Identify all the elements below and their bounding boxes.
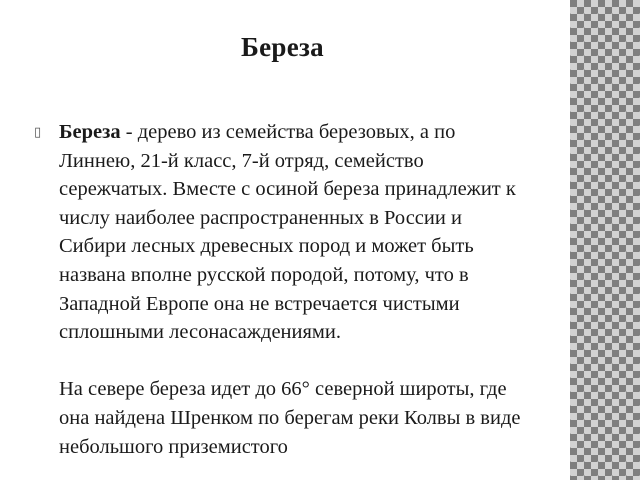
paragraph-1	[59, 118, 534, 347]
paragraph-1-text: дерево из семейства березовых, а по Линнею, 21-й класс, 7-й отряд, семейство сережчатых. Вместе с осиной береза принадлежит к числу наиболее распространенных в России и Сибири лесных древесных пород и может быть названа вполне русской породой, потому, что в Западной Европе она не встречается чистыми сплошными лесонасаждениями.	[59, 121, 516, 344]
term-word: Береза	[59, 121, 121, 143]
bullet-item	[34, 118, 534, 461]
term-separator: -	[120, 121, 138, 143]
bullet-icon: ▯	[34, 125, 42, 140]
slide-title: Береза	[241, 32, 324, 62]
paragraph-gap	[59, 347, 534, 376]
paragraph-2: На севере береза идет до 66° северной широты, где она найдена Шренком по берегам реки Колвы в виде небольшого приземистого	[59, 378, 521, 458]
slide-body	[34, 118, 534, 461]
decorative-pattern-strip	[570, 0, 640, 480]
